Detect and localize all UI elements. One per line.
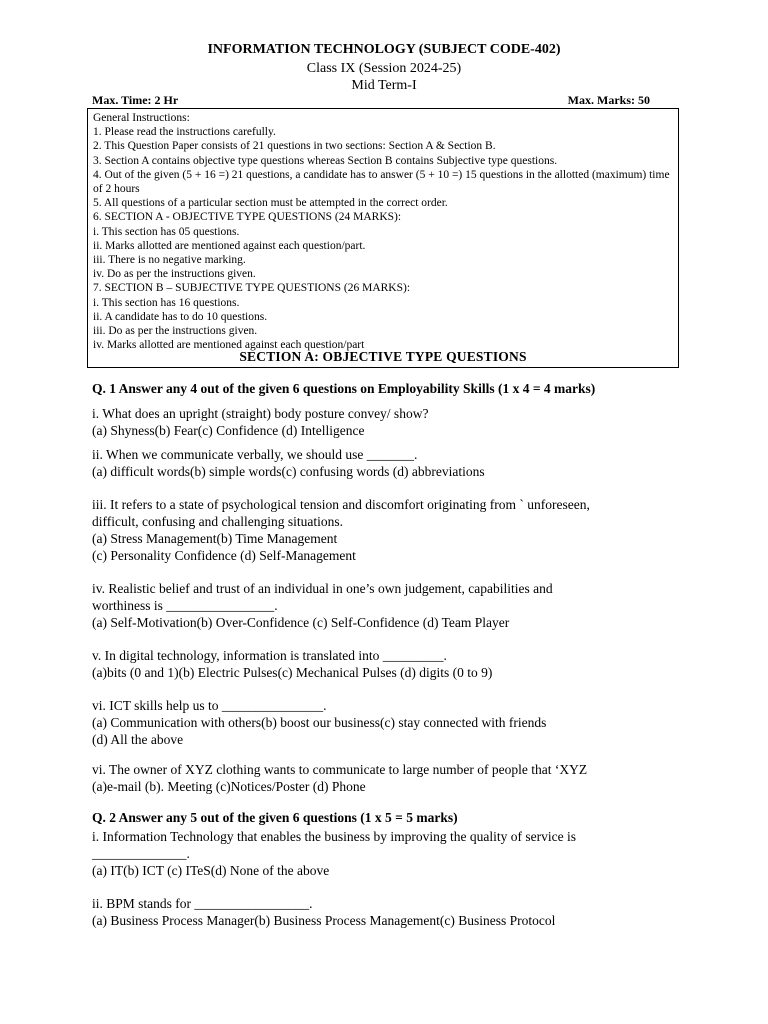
class-session: Class IX (Session 2024-25) [306,61,462,76]
instruction-line: i. This section has 16 questions. [93,296,240,309]
paper-title: INFORMATION TECHNOLOGY (SUBJECT CODE-402) [207,42,561,57]
q2-item-ii [92,895,692,929]
instruction-line: iii. Do as per the instructions given. [93,325,258,338]
question-line: ii. When we communicate verbally, we should use _______. [92,447,418,462]
question-line: difficult, confusing and challenging situations. [92,514,343,529]
instruction-line: ii. A candidate has to do 10 questions. [93,310,268,323]
question-line: worthiness is ________________. [92,598,278,613]
q2-heading-text: Q. 2 Answer any 5 out of the given 6 questions (1 x 5 = 5 marks) [92,810,458,825]
instruction-line: ii. Marks allotted are mentioned against each question/part. [93,239,366,252]
instruction-line: 6. SECTION A - OBJECTIVE TYPE QUESTIONS (24 MARKS): [93,211,402,224]
options-line: (a) Communication with others(b) boost our business(c) stay connected with friends [92,715,547,730]
options-line: (a) Self-Motivation(b) Over-Confidence (c) Self-Confidence (d) Team Player [92,615,510,630]
meta-row [92,93,650,108]
instruction-line: 2. This Question Paper consists of 21 questions in two sections: Section A & Section B. [93,140,496,153]
options-line: (a) Stress Management(b) Time Management [92,531,338,546]
options-line: (a) Business Process Manager(b) Business Process Management(c) Business Protocol [92,913,556,928]
instruction-line: iv. Marks allotted are mentioned against each question/part [93,339,365,352]
options-line: (a) difficult words(b) simple words(c) confusing words (d) abbreviations [92,464,485,479]
q2-item-i [92,828,692,879]
q1-item-vi [92,697,692,748]
instruction-line: 1. Please read the instructions carefully. [93,126,276,139]
options-line: (c) Personality Confidence (d) Self-Management [92,548,356,563]
q1-item-v [92,647,692,681]
question-line: vi. ICT skills help us to _______________. [92,698,327,713]
q1-item-vii [92,761,692,795]
q1-heading-text: Q. 1 Answer any 4 out of the given 6 questions on Employability Skills (1 x 4 = 4 marks) [92,381,596,396]
instruction-line: 3. Section A contains objective type questions whereas Section B contains Subjective type questions. [93,154,558,167]
q1-item-i [92,405,692,439]
question-line: ______________. [92,846,190,861]
max-marks: Max. Marks: 50 [567,93,650,107]
q1-item-iii [92,496,692,564]
question-line: iii. It refers to a state of psychological tension and discomfort originating from ` unforeseen, [92,497,590,512]
question-line: vi. The owner of XYZ clothing wants to communicate to large number of people that ‘XYZ [92,762,588,777]
options-line: (a)e-mail (b). Meeting (c)Notices/Poster (d) Phone [92,779,366,794]
options-line: (a) Shyness(b) Fear(c) Confidence (d) Intelligence [92,423,365,438]
q1-item-ii [92,446,692,480]
instruction-line: i. This section has 05 questions. [93,225,240,238]
section-a-title: SECTION A: OBJECTIVE TYPE QUESTIONS [239,349,527,364]
instruction-line: 7. SECTION B – SUBJECTIVE TYPE QUESTIONS (26 MARKS): [93,282,411,295]
q1-item-iv [92,580,692,631]
options-line: (a)bits (0 and 1)(b) Electric Pulses(c) Mechanical Pulses (d) digits (0 to 9) [92,665,493,680]
instruction-line: 5. All questions of a particular section must be attempted in the correct order. [93,197,448,210]
question-line: i. Information Technology that enables the business by improving the quality of service is [92,829,576,844]
question-line: v. In digital technology, information is translated into _________. [92,648,447,663]
q1-heading [92,381,692,397]
question-line: i. What does an upright (straight) body posture convey/ show? [92,406,429,421]
instruction-line: General Instructions: [93,112,190,124]
general-instructions-box [87,108,679,368]
instruction-line: iv. Do as per the instructions given. [93,268,256,281]
max-time: Max. Time: 2 Hr [92,93,179,107]
term-label: Mid Term-I [351,78,417,93]
instruction-line: iii. There is no negative marking. [93,254,246,267]
question-line: ii. BPM stands for _________________. [92,896,313,911]
q2-heading [92,810,692,826]
instruction-line: 4. Out of the given (5 + 16 =) 21 questions, a candidate has to answer (5 + 10 =) 15 questions in the allotted (maximum) time of 2 hours [93,168,670,196]
question-line: iv. Realistic belief and trust of an individual in one’s own judgement, capabilities and [92,581,553,596]
options-line: (d) All the above [92,732,184,747]
options-line: (a) IT(b) ICT (c) ITeS(d) None of the above [92,863,330,878]
